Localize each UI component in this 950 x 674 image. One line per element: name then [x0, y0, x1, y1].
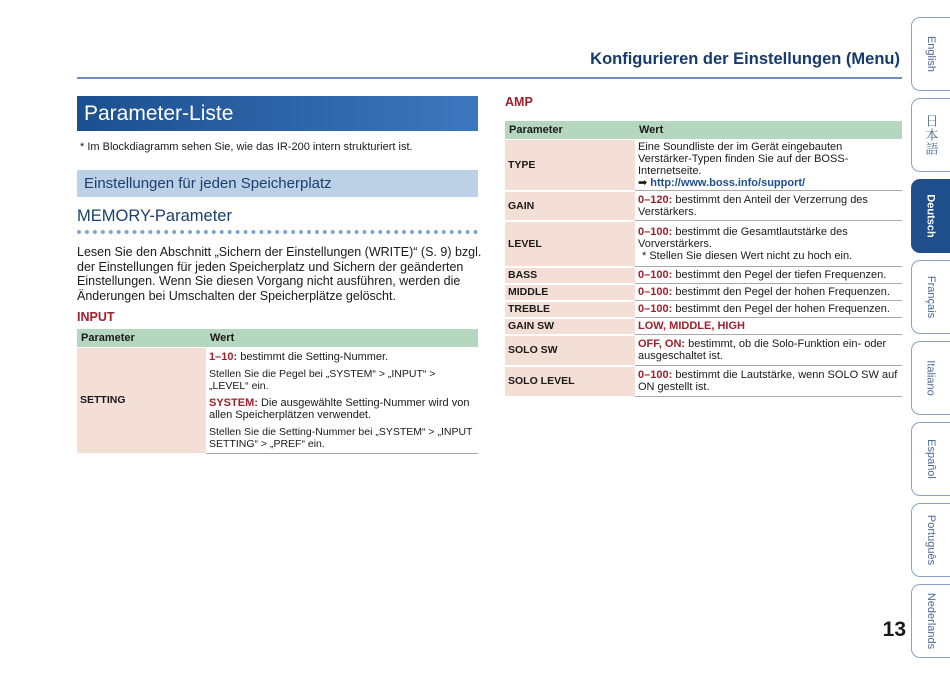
- table-row: [505, 284, 902, 301]
- param-gain-sw: GAIN SW: [505, 318, 635, 335]
- value-middle: [635, 284, 902, 301]
- setting-system-line: [209, 397, 475, 421]
- value-bass: [635, 267, 902, 284]
- level-note: * Stellen Sie diesen Wert nicht zu hoch ein.: [642, 249, 853, 262]
- page-number: 13: [882, 618, 906, 641]
- level-range: 0–100:: [638, 225, 673, 238]
- value-type: [635, 140, 902, 191]
- table-row: [505, 318, 902, 335]
- setting-range-note: Stellen Sie die Pegel bei „SYSTEM“ > „INPUT“ > „LEVEL“ ein.: [209, 368, 436, 392]
- table-row: [505, 267, 902, 284]
- solo-sw-options: OFF, ON:: [638, 338, 686, 350]
- amp-heading: AMP: [505, 95, 533, 109]
- param-gain: GAIN: [505, 191, 635, 221]
- tab-francais[interactable]: [911, 260, 950, 334]
- value-setting: [206, 348, 478, 454]
- gain-text: bestimmt den Anteil der Verzerrung des Verstärkers.: [638, 193, 868, 218]
- setting-system: SYSTEM:: [209, 397, 258, 409]
- setting-system-text: Die ausgewählte Setting-Nummer wird von allen Speicherplätzen verwendet.: [209, 397, 470, 421]
- block-diagram-note: * Im Blockdiagramm sehen Sie, wie das IR-200 intern strukturiert ist.: [80, 141, 413, 153]
- table-row: [505, 366, 902, 397]
- column-header-value: Wert: [206, 329, 478, 348]
- table-row: [505, 140, 902, 191]
- param-level: LEVEL: [505, 221, 635, 267]
- param-solo-sw: SOLO SW: [505, 335, 635, 366]
- level-text: bestimmt die Gesamtlautstärke des Vorverstärkers.: [638, 225, 848, 250]
- intro-paragraph: Lesen Sie den Abschnitt „Sichern der Einstellungen (WRITE)“ (S. 9) bzgl. der Einstellungen für jeden Speicherplatz und Sichern der geänderten Einstellungen. Wenn Sie diesen Vorgang nicht ausführen, werden die Änderungen bei Umschalten der Speicherplätze gelöscht.: [77, 245, 482, 303]
- tab-nederlands[interactable]: [911, 584, 950, 658]
- tab-portugues[interactable]: [911, 503, 950, 577]
- setting-range-text: bestimmt die Setting-Nummer.: [237, 351, 389, 363]
- gain-range: 0–120:: [638, 193, 673, 206]
- solo-level-text: bestimmt die Lautstärke, wenn SOLO SW auf ON gestellt ist.: [638, 369, 898, 393]
- tab-japanese[interactable]: [911, 98, 950, 172]
- treble-range: 0–100:: [638, 303, 673, 315]
- treble-text: bestimmt den Pegel der hohen Frequenzen.: [672, 303, 890, 315]
- table-header-row: [77, 329, 478, 348]
- level-line: [638, 226, 899, 250]
- dotted-divider: [77, 230, 478, 234]
- table-row: [505, 191, 902, 221]
- type-text: Eine Soundliste der im Gerät eingebauten Verstärker-Typen finden Sie auf der BOSS-Internetseite.: [638, 141, 849, 177]
- tab-english[interactable]: [911, 17, 950, 91]
- boss-support-link[interactable]: http://www.boss.info/support/: [650, 177, 806, 189]
- subheading-memory-settings: Einstellungen für jeden Speicherplatz: [77, 170, 478, 197]
- table-header-row: [505, 121, 902, 140]
- table-row: [77, 348, 478, 454]
- middle-text: bestimmt den Pegel der hohen Frequenzen.: [672, 286, 890, 298]
- setting-system-note: Stellen Sie die Setting-Nummer bei „SYSTEM“ > „INPUT SETTING“ > „PREF“ ein.: [209, 426, 473, 450]
- param-treble: TREBLE: [505, 301, 635, 318]
- section-heading-parameter-list: Parameter-Liste: [77, 96, 478, 131]
- arrow-right-icon: ➡: [638, 177, 648, 189]
- tab-deutsch-label: Deutsch: [925, 194, 937, 238]
- setting-range: 1–10:: [209, 351, 238, 363]
- tab-english-label: English: [924, 35, 937, 73]
- column-header-parameter: Parameter: [77, 329, 206, 348]
- tab-portugues-label: Português: [925, 514, 937, 566]
- table-row: [505, 301, 902, 318]
- column-header-parameter: Parameter: [505, 121, 635, 140]
- type-link-line: [638, 177, 899, 189]
- column-header-value: Wert: [635, 121, 902, 140]
- tab-nederlands-label: Nederlands: [925, 592, 938, 650]
- amp-parameter-table: [505, 121, 902, 398]
- table-row: [505, 221, 902, 267]
- middle-range: 0–100:: [638, 286, 673, 298]
- input-heading: INPUT: [77, 310, 115, 324]
- solo-level-range: 0–100:: [638, 369, 673, 381]
- value-solo-level: [635, 366, 902, 397]
- param-type: TYPE: [505, 140, 635, 191]
- value-solo-sw: [635, 335, 902, 366]
- tab-espanol[interactable]: [911, 422, 950, 496]
- table-row: [505, 335, 902, 366]
- tab-francais-label: Français: [925, 275, 937, 319]
- bass-range: 0–100:: [638, 269, 673, 281]
- param-middle: MIDDLE: [505, 284, 635, 301]
- param-bass: BASS: [505, 267, 635, 284]
- tab-japanese-label: 日本語: [923, 114, 939, 156]
- value-gain-sw: [635, 318, 902, 335]
- input-parameter-table: [77, 329, 478, 455]
- param-solo-level: SOLO LEVEL: [505, 366, 635, 397]
- value-treble: [635, 301, 902, 318]
- value-level: [635, 221, 902, 267]
- header-divider: [77, 77, 902, 79]
- setting-range-line: [209, 351, 475, 363]
- tab-deutsch[interactable]: [911, 179, 950, 253]
- tab-italiano[interactable]: [911, 341, 950, 415]
- solo-sw-text: bestimmt, ob die Solo-Funktion ein- oder ausgeschaltet ist.: [638, 338, 887, 362]
- bass-text: bestimmt den Pegel der tiefen Frequenzen.: [672, 269, 887, 281]
- param-setting: SETTING: [77, 348, 206, 454]
- gain-sw-options: LOW, MIDDLE, HIGH: [638, 320, 745, 332]
- tab-italiano-label: Italiano: [924, 360, 937, 396]
- memory-parameter-heading: MEMORY-Parameter: [77, 207, 232, 225]
- page-title: Konfigurieren der Einstellungen (Menu): [590, 50, 900, 68]
- value-gain: [635, 191, 902, 221]
- tab-espanol-label: Español: [925, 439, 938, 479]
